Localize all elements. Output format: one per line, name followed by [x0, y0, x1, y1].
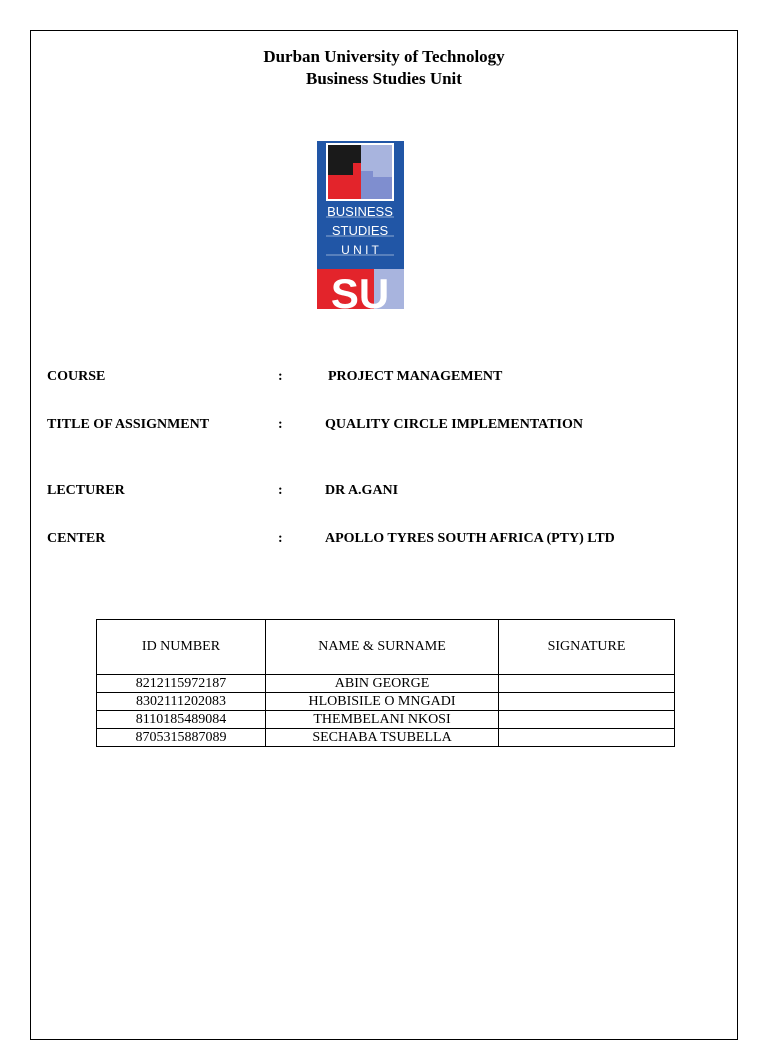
table-row: [97, 729, 675, 747]
table-header-row: [97, 620, 675, 675]
signature-cell: [499, 711, 675, 729]
university-name: Durban University of Technology: [263, 47, 505, 66]
name-cell: THEMBELANI NKOSI: [266, 711, 499, 729]
name-cell: ABIN GEORGE: [266, 675, 499, 693]
course-label: COURSE: [47, 369, 106, 384]
header-id-number: ID NUMBER: [97, 620, 266, 675]
logo-text-unit: U N I T: [341, 243, 379, 257]
business-studies-unit-logo: [317, 141, 404, 309]
members-table: [96, 619, 675, 747]
signature-cell: [499, 729, 675, 747]
table-row: [97, 693, 675, 711]
signature-cell: [499, 693, 675, 711]
header-signature: SIGNATURE: [499, 620, 675, 675]
name-cell: HLOBISILE O MNGADI: [266, 693, 499, 711]
table-row: [97, 675, 675, 693]
center-value: APOLLO TYRES SOUTH AFRICA (PTY) LTD: [325, 531, 615, 546]
center-label: CENTER: [47, 531, 106, 546]
logo-text-business: BUSINESS: [327, 204, 393, 219]
title-value: QUALITY CIRCLE IMPLEMENTATION: [325, 417, 583, 432]
header-name-surname: NAME & SURNAME: [266, 620, 499, 675]
id-number-cell: 8705315887089: [97, 729, 266, 747]
course-colon: :: [278, 369, 283, 384]
lecturer-value: DR A.GANI: [325, 483, 399, 498]
id-number-cell: 8302111202083: [97, 693, 266, 711]
title-colon: :: [278, 417, 283, 432]
lecturer-label: LECTURER: [47, 483, 125, 498]
id-number-cell: 8212115972187: [97, 675, 266, 693]
signature-cell: [499, 675, 675, 693]
course-value: PROJECT MANAGEMENT: [328, 369, 503, 384]
logo-letters: SU: [330, 270, 390, 309]
table-row: [97, 711, 675, 729]
name-cell: SECHABA TSUBELLA: [266, 729, 499, 747]
logo-text-studies: STUDIES: [331, 223, 389, 238]
center-colon: :: [278, 531, 283, 546]
title-label: TITLE OF ASSIGNMENT: [47, 417, 210, 432]
lecturer-colon: :: [278, 483, 283, 498]
unit-name: Business Studies Unit: [306, 69, 462, 88]
id-number-cell: 8110185489084: [97, 711, 266, 729]
